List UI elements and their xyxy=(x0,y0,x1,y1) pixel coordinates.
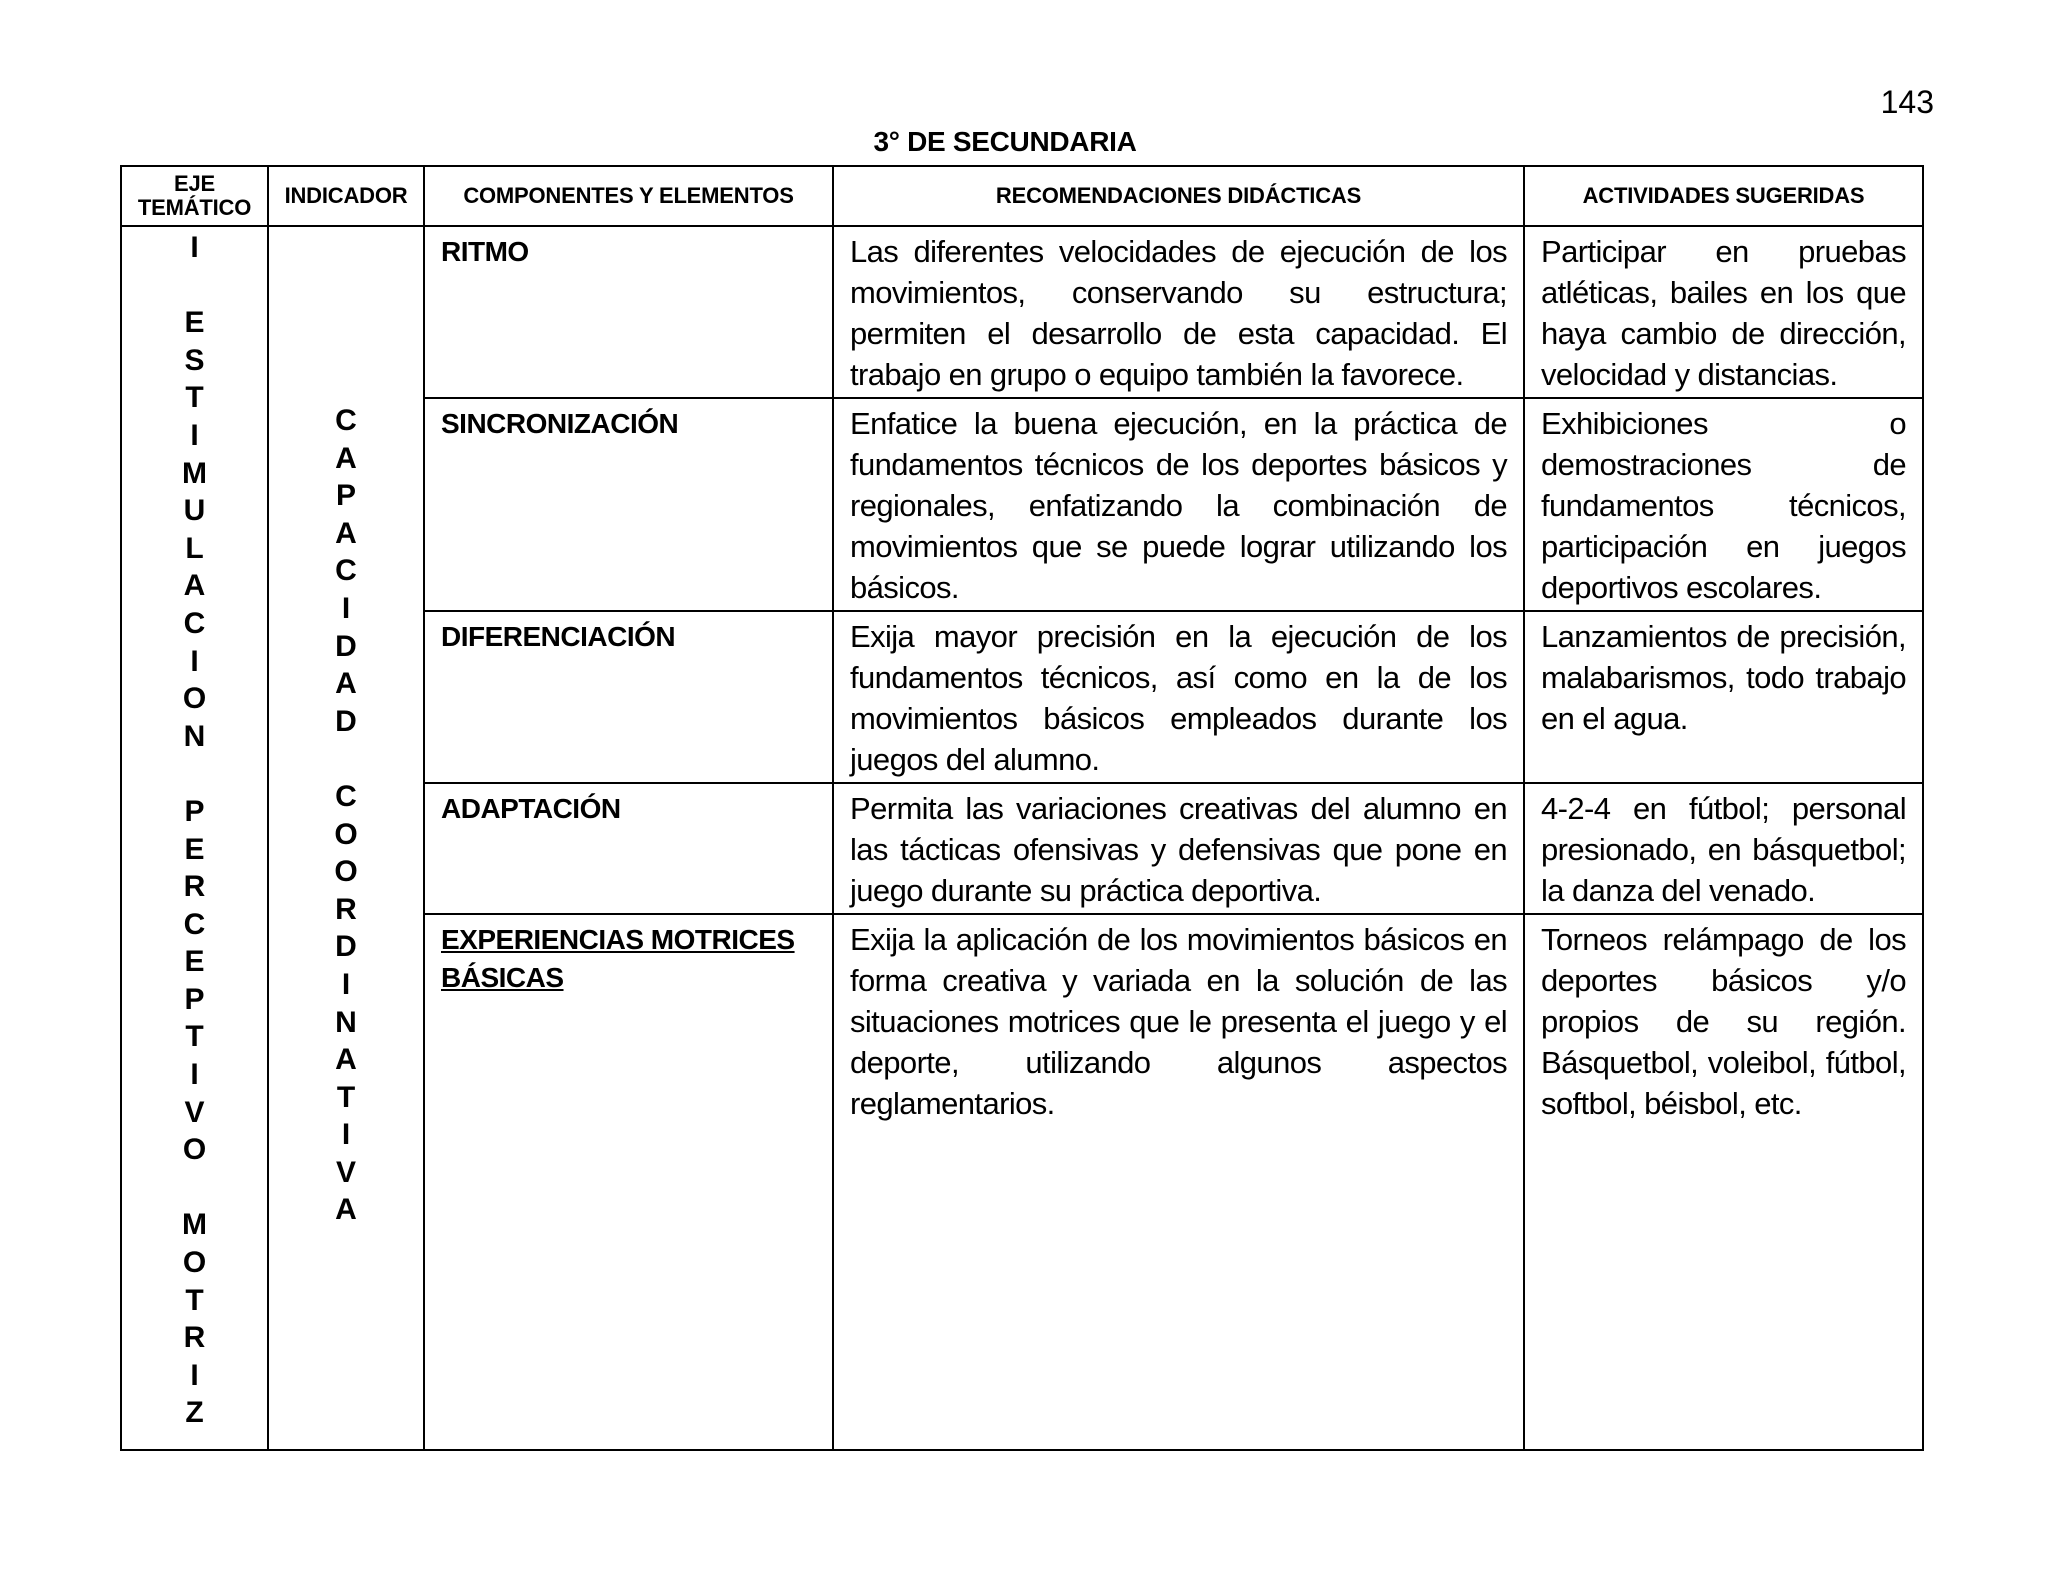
recommendation-cell xyxy=(833,226,1524,398)
activity-text: 4-2-4 en fútbol; personal presionado, en básquetbol; la danza del venado. xyxy=(1541,791,1906,908)
component-label: ADAPTACIÓN xyxy=(441,793,621,824)
component-cell xyxy=(424,914,833,1450)
component-label: DIFERENCIACIÓN xyxy=(441,621,676,652)
component-label: SINCRONIZACIÓN xyxy=(441,408,679,439)
header-indicador: INDICADOR xyxy=(268,166,424,226)
component-label-line1: EXPERIENCIAS MOTRICES xyxy=(441,924,795,955)
header-actividades: ACTIVIDADES SUGERIDAS xyxy=(1524,166,1923,226)
activity-text: Torneos relámpago de los deportes básicos y/o propios de su región. Básquetbol, voleibol, fútbol, softbol, béisbol, etc. xyxy=(1541,922,1906,1121)
recommendation-cell xyxy=(833,783,1524,914)
component-label: RITMO xyxy=(441,236,529,267)
recommendation-text: Permita las variaciones creativas del alumno en las tácticas ofensivas y defensivas que pone en juego durante su práctica deportiva. xyxy=(850,791,1507,908)
header-eje-tematico xyxy=(121,166,268,226)
table-row-ritmo xyxy=(121,226,1923,398)
header-row xyxy=(121,166,1923,226)
recommendation-cell xyxy=(833,398,1524,611)
recommendation-text: Las diferentes velocidades de ejecución de los movimientos, conservando su estructura; permiten el desarrollo de esta capacidad. El trabajo en grupo o equipo también la favorece. xyxy=(850,234,1507,392)
indicador-cell xyxy=(268,226,424,1450)
activity-text: Lanzamientos de precisión, malabarismos, todo trabajo en el agua. xyxy=(1541,619,1906,736)
eje-tematico-vertical: I E S T I M U L A C I O N P E R C E P T I V O M O T R I Z xyxy=(182,231,207,1430)
activity-text: Exhibiciones o demostraciones de fundamentos técnicos, participación en juegos deportivos escolares. xyxy=(1541,406,1906,605)
component-cell xyxy=(424,226,833,398)
header-componentes: COMPONENTES Y ELEMENTOS xyxy=(424,166,833,226)
activity-cell xyxy=(1524,783,1923,914)
recommendation-text: Enfatice la buena ejecución, en la práctica de fundamentos técnicos de los deportes básicos y regionales, enfatizando la combinación de movimientos que se puede lograr utilizando los básicos. xyxy=(850,406,1507,605)
recommendation-cell xyxy=(833,611,1524,783)
activity-cell xyxy=(1524,914,1923,1450)
eje-tematico-cell xyxy=(121,226,268,1450)
activity-cell xyxy=(1524,611,1923,783)
component-cell xyxy=(424,398,833,611)
recommendation-text: Exija mayor precisión en la ejecución de los fundamentos técnicos, así como en la de los movimientos básicos empleados durante los juegos del alumno. xyxy=(850,619,1507,777)
component-cell xyxy=(424,611,833,783)
activity-cell xyxy=(1524,226,1923,398)
header-recomendaciones: RECOMENDACIONES DIDÁCTICAS xyxy=(833,166,1524,226)
component-cell xyxy=(424,783,833,914)
header-eje-line2: TEMÁTICO xyxy=(137,195,252,220)
header-eje-line1: EJE xyxy=(174,170,215,196)
activity-text: Participar en pruebas atléticas, bailes en los que haya cambio de dirección, velocidad y distancias. xyxy=(1541,234,1906,392)
curriculum-table xyxy=(120,165,1924,1451)
indicador-vertical: C A P A C I D A D C O O R D I N A T I V A xyxy=(334,404,358,1227)
activity-cell xyxy=(1524,398,1923,611)
table-title: 3° DE SECUNDARIA xyxy=(873,126,1137,157)
component-label-line2: BÁSICAS xyxy=(441,962,564,993)
page-number: 143 xyxy=(1880,84,1934,120)
recommendation-cell xyxy=(833,914,1524,1450)
recommendation-text: Exija la aplicación de los movimientos básicos en forma creativa y variada en la solución de las situaciones motrices que le presenta el juego y el deporte, utilizando algunos aspectos reglamentarios. xyxy=(850,922,1507,1121)
